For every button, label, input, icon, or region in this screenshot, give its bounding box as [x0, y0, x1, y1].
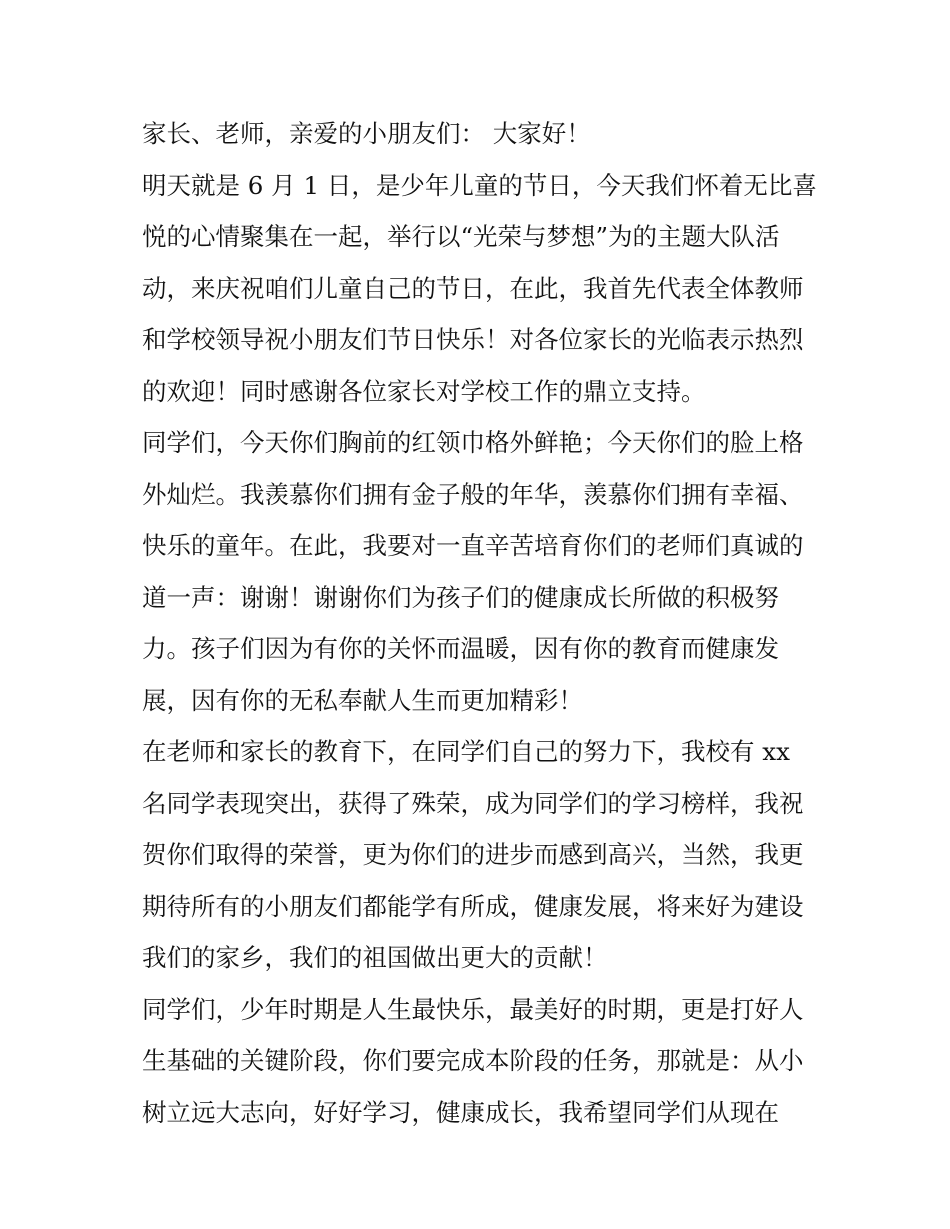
text-line: 贺你们取得的荣誉，更为你们的进步而感到高兴，当然，我更 — [142, 840, 804, 869]
text-line: 生基础的关键阶段，你们要完成本阶段的任务，那就是：从小 — [142, 1046, 804, 1075]
text-line: 快乐的童年。在此，我要对一直辛苦培育你们的老师们真诚的 — [142, 531, 804, 560]
text-line: 同学们，少年时期是人生最快乐，最美好的时期，更是打好人 — [142, 994, 804, 1024]
text-line: 期待所有的小朋友们都能学有所成，健康发展，将来好为建设 — [142, 891, 804, 921]
text-line: 在老师和家长的教育下，在同学们自己的努力下，我校有 xx — [142, 737, 790, 766]
text-line: 悦的心情聚集在一起，举行以“光荣与梦想”为的主题大队活 — [142, 222, 780, 251]
text-line: 家长、老师，亲爱的小朋友们： 大家好！ — [142, 119, 591, 148]
text-line: 我们的家乡，我们的祖国做出更大的贡献！ — [142, 943, 608, 972]
text-line: 道一声：谢谢！谢谢你们为孩子们的健康成长所做的积极努 — [142, 582, 779, 612]
text-line: 动，来庆祝咱们儿童自己的节日，在此，我首先代表全体教师 — [142, 273, 804, 303]
text-line: 的欢迎！同时感谢各位家长对学校工作的鼎立支持。 — [142, 376, 706, 406]
text-line: 和学校领导祝小朋友们节日快乐！对各位家长的光临表示热烈 — [142, 325, 804, 354]
text-line: 展，因有你的无私奉献人生而更加精彩！ — [142, 685, 583, 715]
text-line: 明天就是 6 月 1 日，是少年儿童的节日，今天我们怀着无比喜 — [142, 170, 817, 200]
text-line: 名同学表现突出，获得了殊荣，成为同学们的学习榜样，我祝 — [142, 788, 804, 818]
text-line: 同学们，今天你们胸前的红领巾格外鲜艳；今天你们的脸上格 — [142, 428, 804, 457]
text-line: 树立远大志向，好好学习，健康成长，我希望同学们从现在 — [142, 1097, 779, 1127]
text-line: 力。孩子们因为有你的关怀而温暖，因有你的教育而健康发 — [142, 634, 779, 663]
speech-text — [142, 108, 822, 1138]
text-line: 外灿烂。我羡慕你们拥有金子般的年华，羡慕你们拥有幸福、 — [142, 479, 804, 509]
